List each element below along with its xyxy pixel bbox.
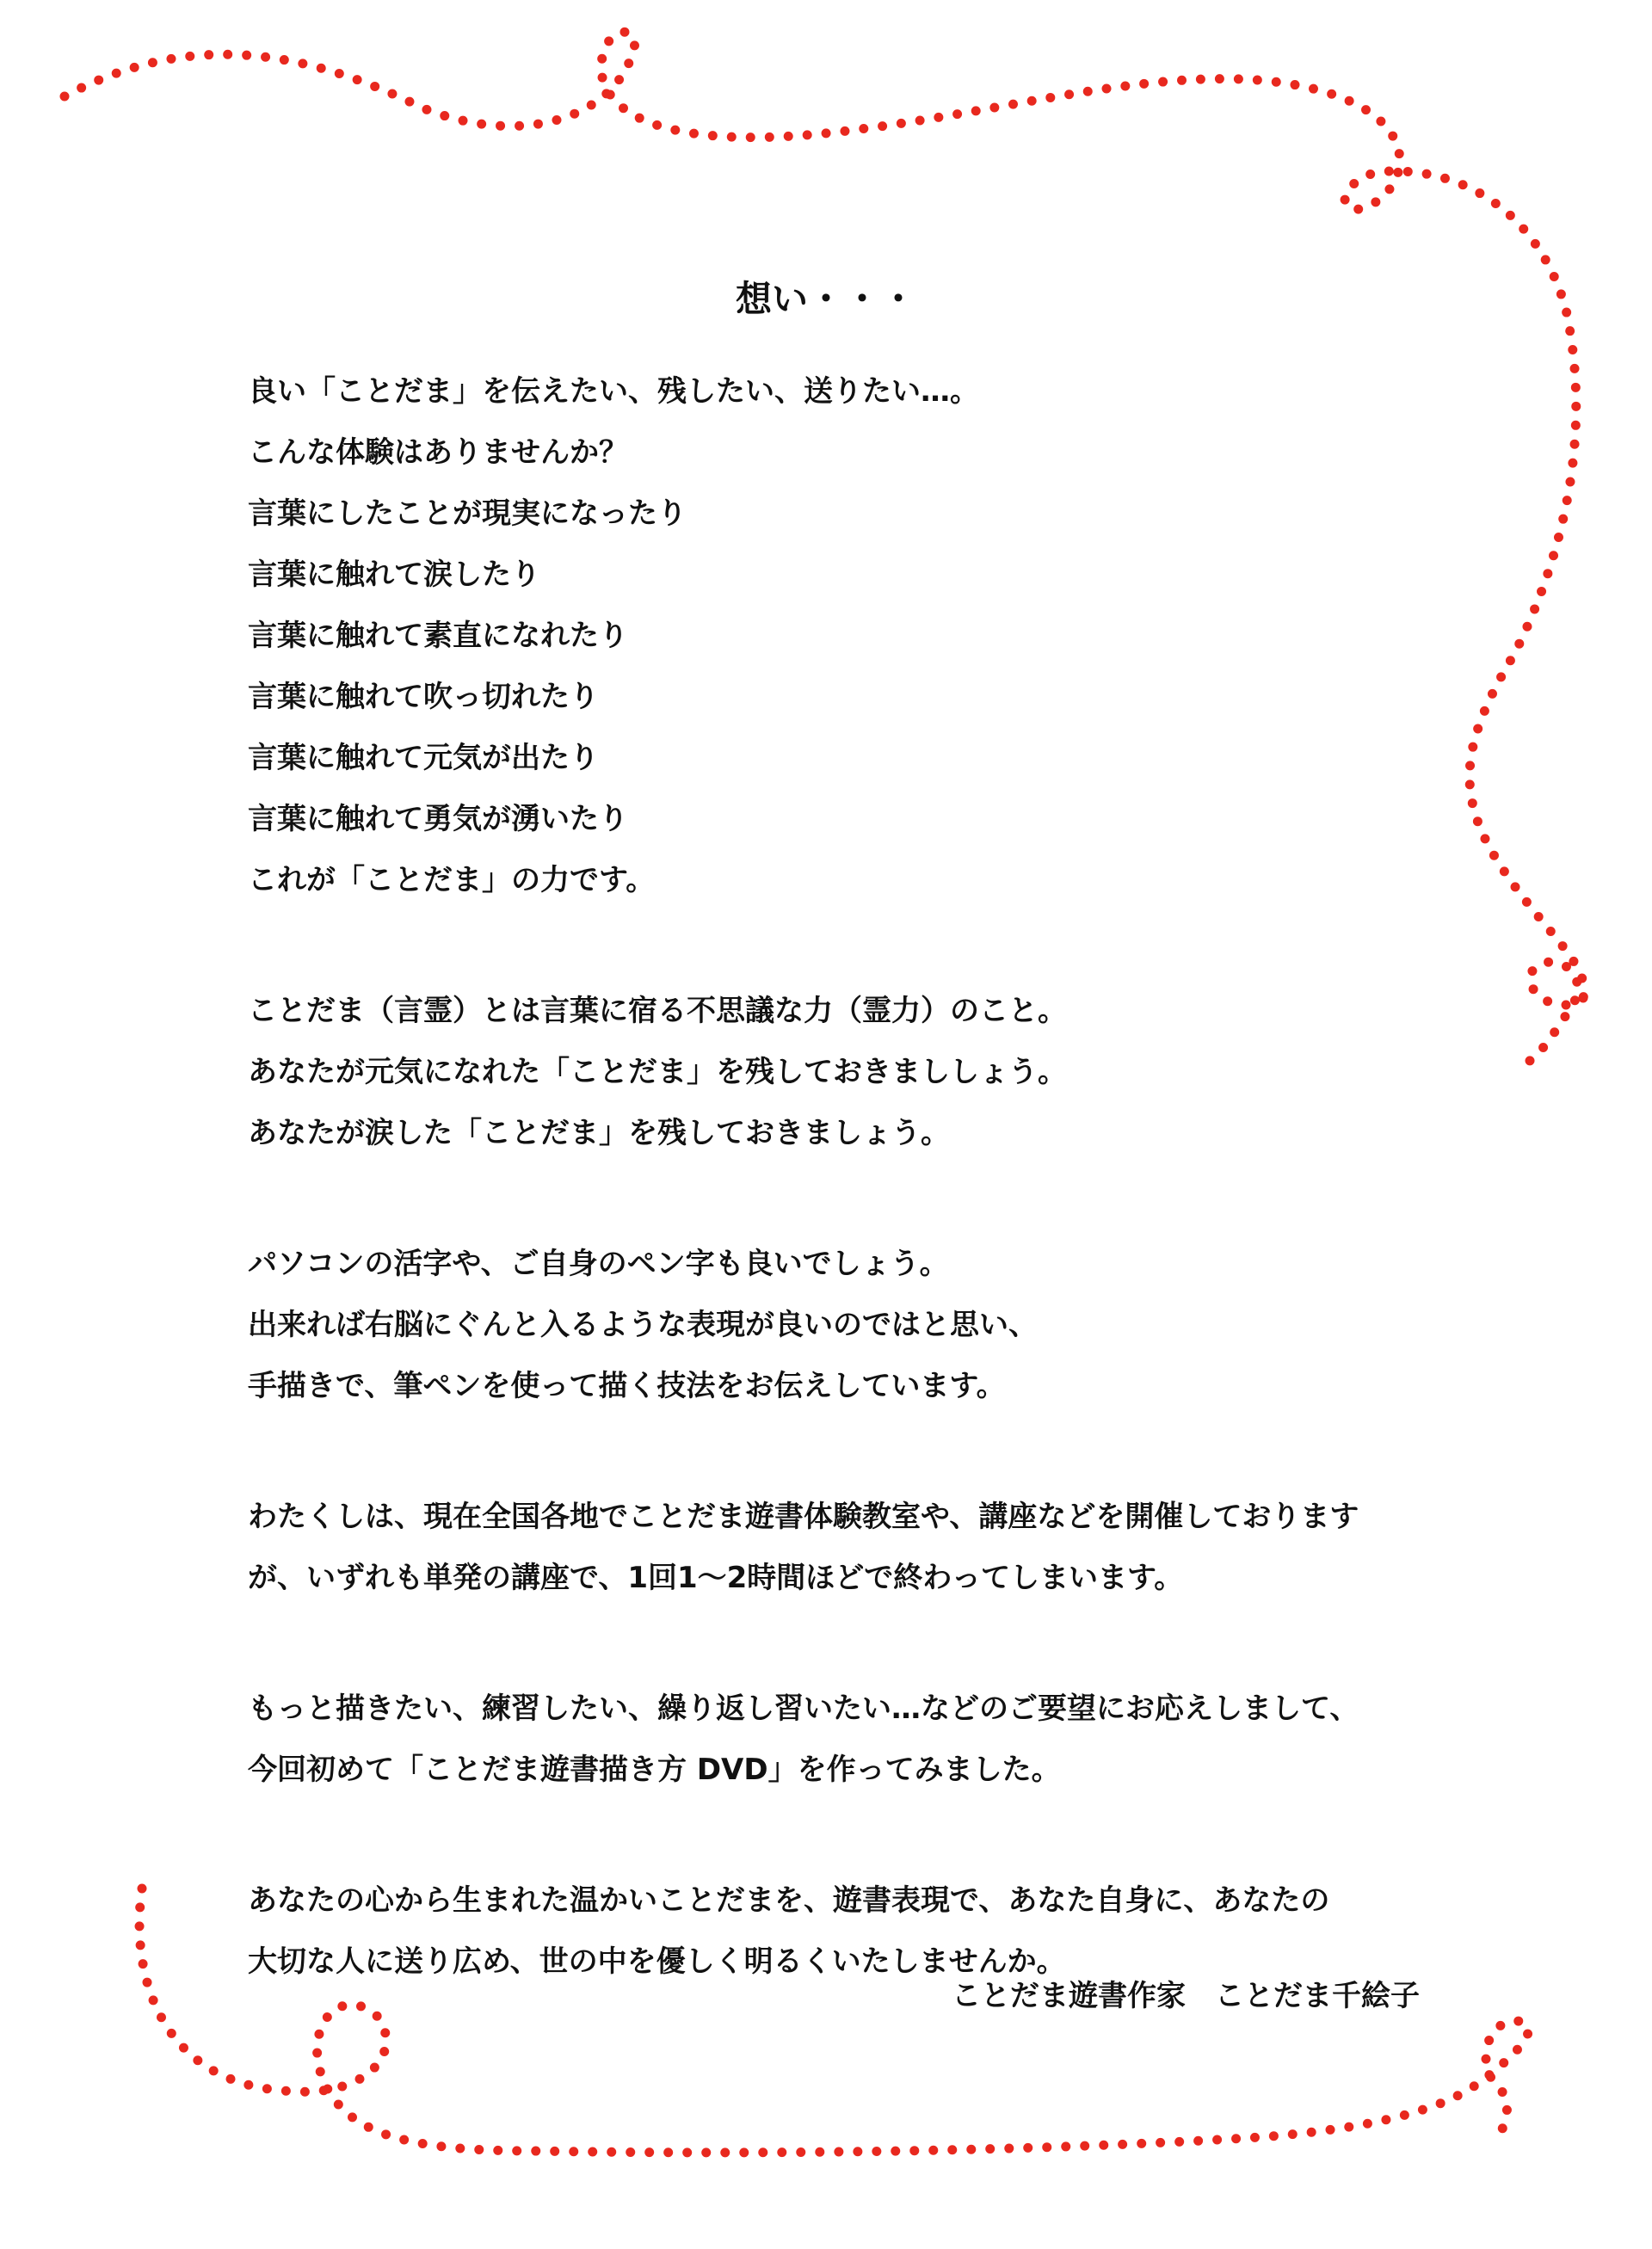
text-line: 言葉に触れて涙したり [248,558,540,592]
paragraph-gap [248,1609,1470,1679]
text-line: 言葉に触れて素直になれたり [248,619,628,653]
text-line: 言葉にしたことが現実になったり [248,496,687,531]
paragraph-gap [248,911,1470,981]
text-line: あなたが元気になれた「ことだま」を残しておきまししょう。 [248,1055,1067,1089]
signature: ことだま遊書作家 ことだま千絵子 [952,1979,1420,2013]
text-line: わたくしは、現在全国各地でことだま遊書体験教室や、講座などを開催しております [248,1500,1359,1534]
text-line: ことだま（言霊）とは言葉に宿る不思議な力（霊力）のこと。 [248,994,1067,1028]
paragraph [248,1487,1470,1609]
paragraph [248,1679,1470,1801]
text-line: 大切な人に送り広め、世の中を優しく明るくいたしませんか。 [248,1944,1066,1979]
paragraph-gap [248,1417,1470,1487]
right-loop [1527,962,1583,1063]
text-line: 言葉に触れて勇気が湧いたり [248,802,628,836]
text-line: あなたが涙した「ことだま」を残しておきましょう。 [248,1116,950,1150]
text-line: こんな体験はありませんか？ [248,435,628,470]
text-line: もっと描きたい、練習したい、繰り返し習いたい…などのご要望にお応えしまして、 [248,1691,1359,1726]
paragraph [248,361,1470,911]
text-line: パソコンの活字や、ご自身のペン字も良いでしょう。 [248,1247,949,1281]
paragraph-gap [248,1801,1470,1870]
text-line: 出来れば右脳にぐんと入るような表現が良いのではと思い、 [248,1308,1038,1342]
paragraph [248,981,1470,1164]
text-line: が、いずれも単発の講座で、1回1～2時間ほどで終わってしまいます。 [248,1561,1184,1595]
page-title: 想い・・・ [735,278,916,320]
text-line: 言葉に触れて元気が出たり [248,741,599,775]
text-line: 言葉に触れて吹っ切れたり [248,680,599,714]
paragraph-gap [248,1164,1470,1234]
body-text [248,361,1470,1993]
text-line: これが「ことだま」の力です。 [248,863,656,897]
text-line: 良い「ことだま」を伝えたい、残したい、送りたい…。 [248,374,979,409]
paragraph [248,1234,1470,1417]
text-line: あなたの心から生まれた温かいことだまを、遊書表現で、あなた自身に、あなたの [248,1883,1330,1918]
text-line: 手描きで、筆ペンを使って描く技法をお伝えしています。 [248,1369,1006,1403]
text-line: 今回初めて「ことだま遊書描き方 DVD」を作ってみました。 [248,1753,1061,1787]
